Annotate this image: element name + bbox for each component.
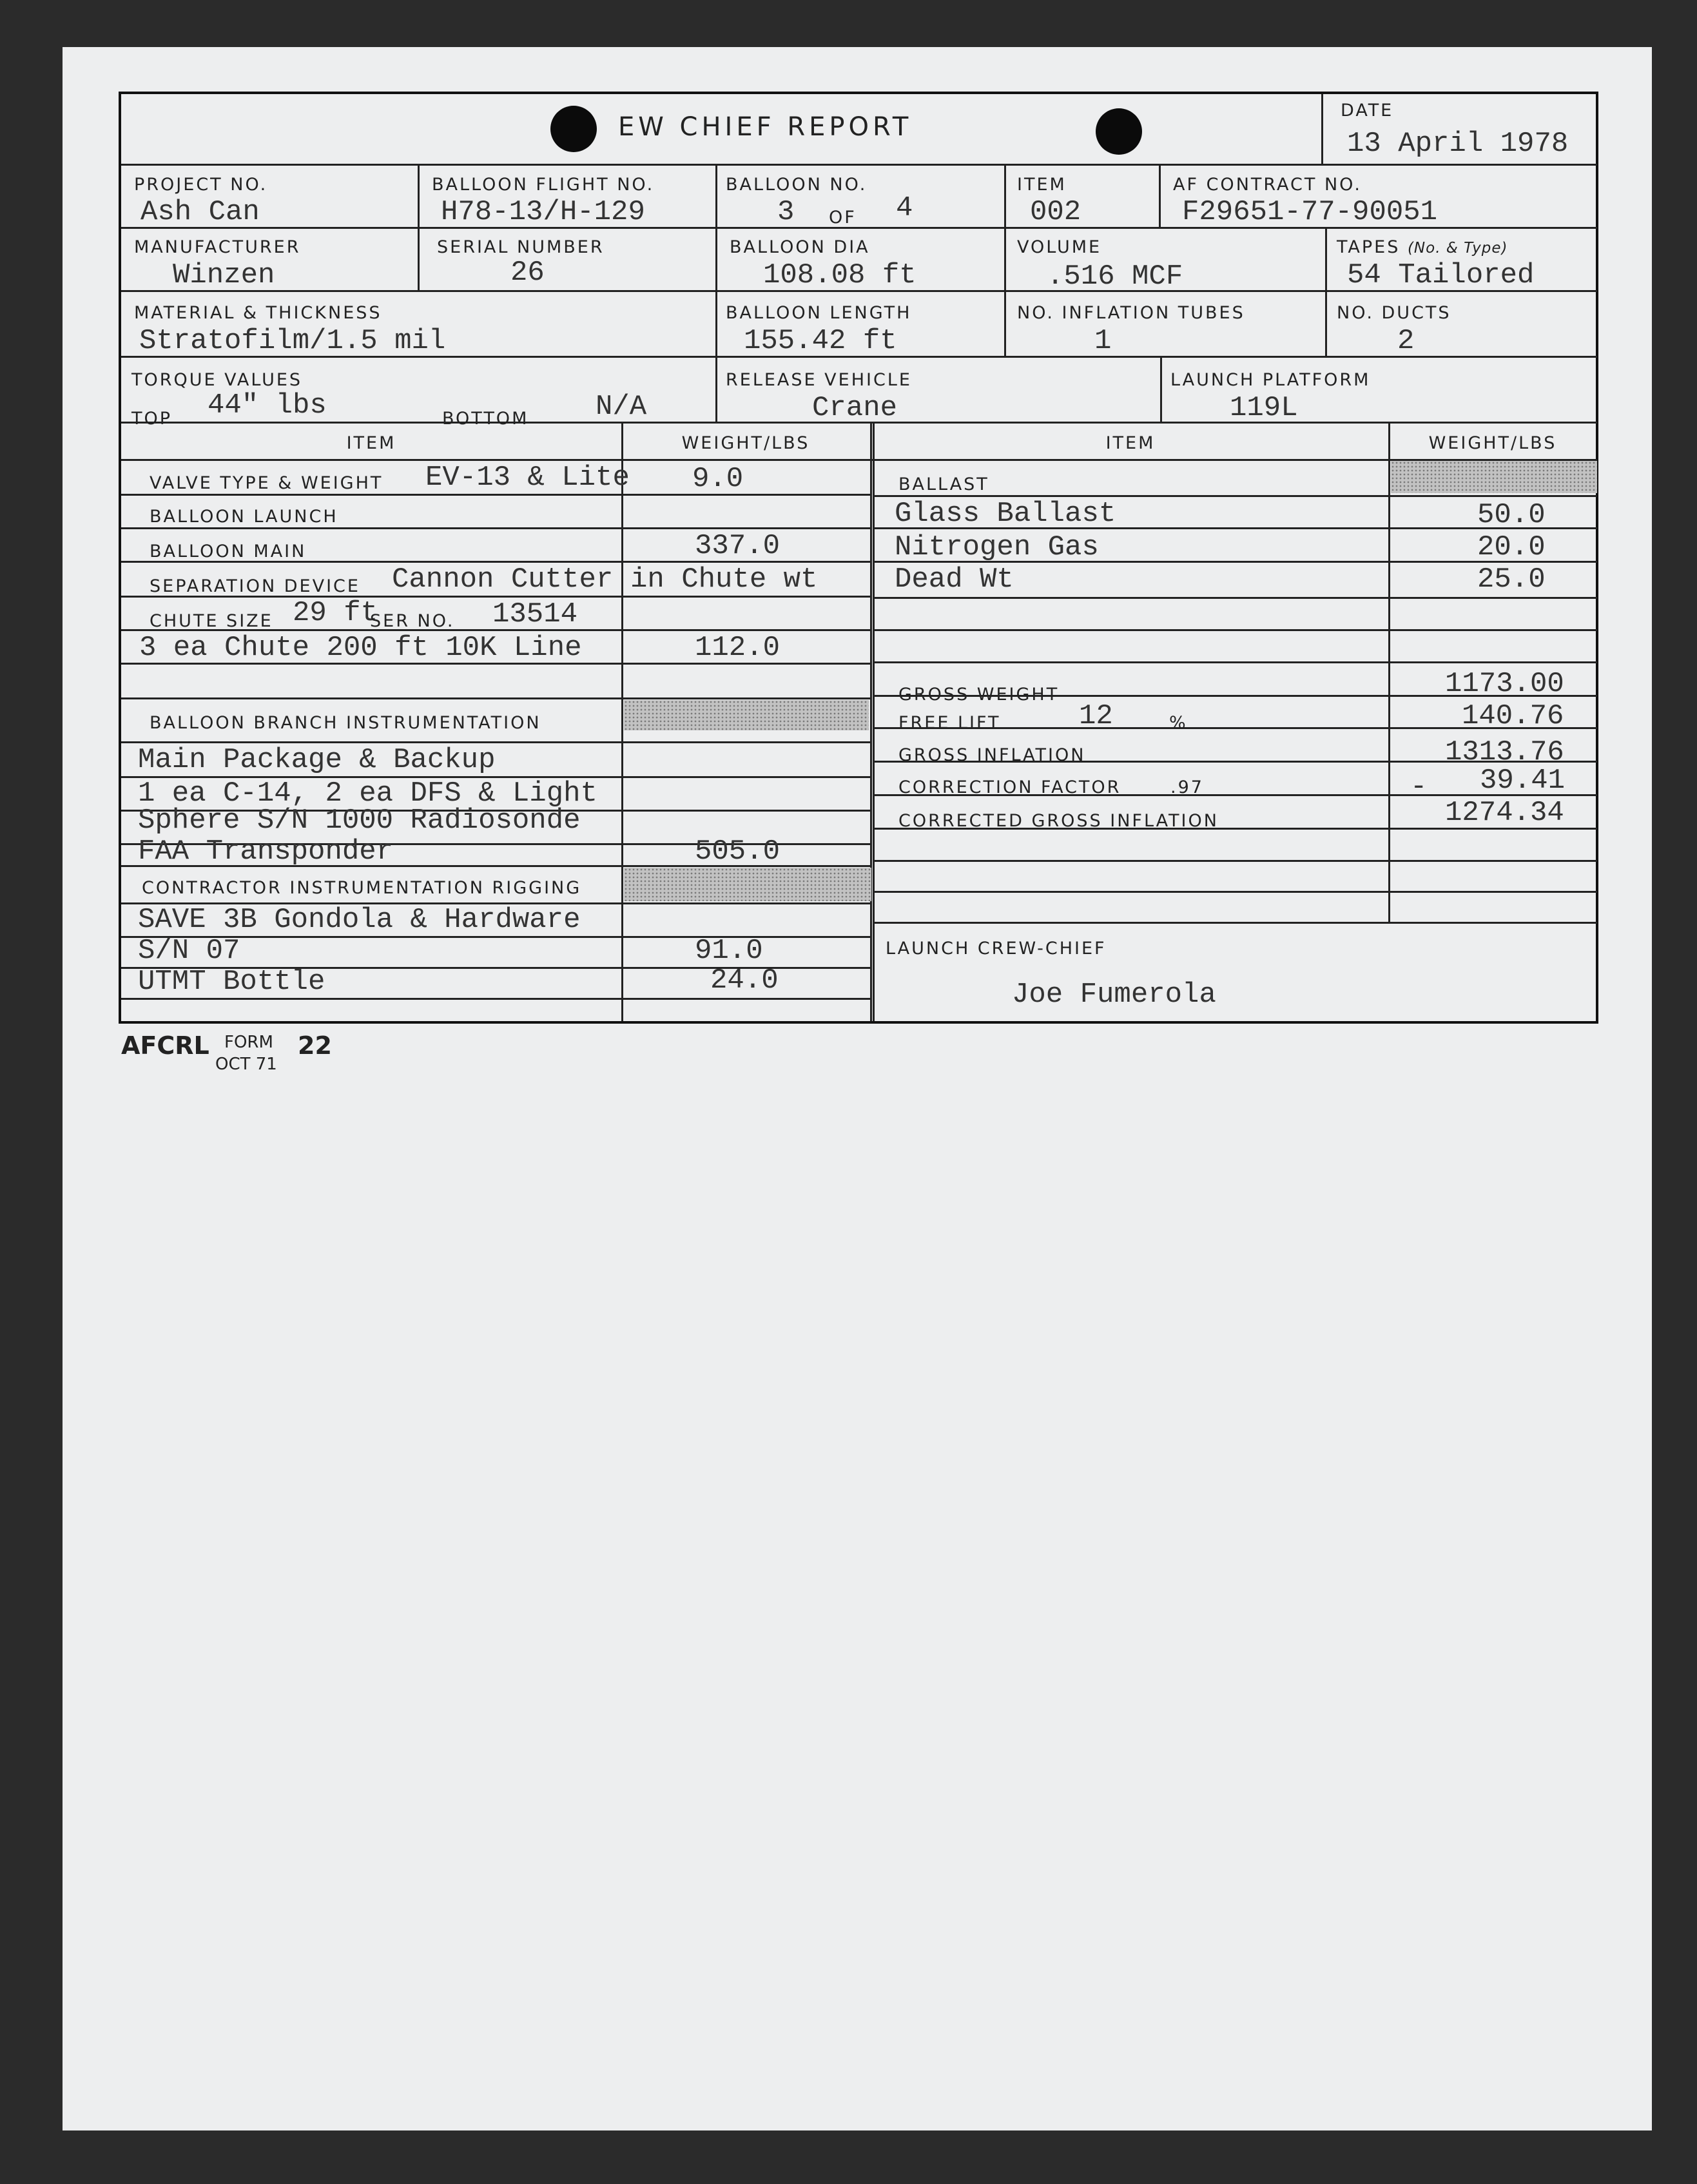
tapes-value: 54 Tailored [1347, 259, 1535, 291]
balloon-total-value: 4 [896, 192, 913, 224]
chute-weight: 112.0 [695, 632, 781, 664]
item-value: 002 [1030, 196, 1081, 228]
right-weight-header: WEIGHT/LBS [1428, 433, 1557, 453]
ballast-item-2: Nitrogen Gas [895, 531, 1099, 563]
ducts-value: 2 [1397, 325, 1415, 357]
flight-no-value: H78-13/H-129 [441, 196, 645, 228]
tubes-value: 1 [1094, 325, 1112, 357]
gross-inflation-label: GROSS INFLATION [898, 745, 1086, 765]
release-value: Crane [812, 392, 898, 424]
material-value: Stratofilm/1.5 mil [139, 325, 446, 357]
chute-line-value: 3 ea Chute 200 ft 10K Line [139, 632, 582, 664]
separation-label: SEPARATION DEVICE [150, 576, 360, 596]
free-lift-label: FREE LIFT [898, 713, 1001, 733]
shaded-cell [1391, 461, 1597, 493]
punch-hole-icon [550, 106, 597, 152]
serial-value: 26 [510, 257, 545, 289]
shaded-cell [624, 700, 869, 730]
branch-line-4: FAA Transponder [138, 835, 394, 868]
right-item-header: ITEM [1105, 433, 1156, 453]
balloon-main-label: BALLOON MAIN [150, 541, 307, 561]
punch-hole-icon [1096, 108, 1142, 155]
balloon-main-weight: 337.0 [695, 530, 781, 562]
chute-ser-value: 13514 [492, 598, 578, 630]
manufacturer-label: MANUFACTURER [134, 237, 301, 257]
contractor-weight-1: 91.0 [695, 935, 763, 967]
ballast-weight-2: 20.0 [1477, 531, 1546, 563]
gross-weight-value: 1173.00 [1445, 668, 1564, 700]
chute-ser-label: SER NO. [370, 611, 455, 631]
crew-chief-label: LAUNCH CREW-CHIEF [886, 939, 1107, 959]
correction-factor-value: .97 [1170, 777, 1204, 797]
gross-inflation-value: 1313.76 [1445, 736, 1564, 768]
serial-label: SERIAL NUMBER [437, 237, 605, 257]
contractor-weight-2: 24.0 [710, 964, 779, 997]
ballast-weight-3: 25.0 [1477, 563, 1546, 596]
branch-line-3: Sphere S/N 1000 Radiosonde [138, 804, 581, 837]
contractor-line-2: S/N 07 [138, 935, 240, 967]
item-label: ITEM [1017, 175, 1067, 195]
ducts-label: NO. DUCTS [1337, 303, 1451, 323]
branch-instrumentation-label: BALLOON BRANCH INSTRUMENTATION [150, 713, 541, 733]
contract-value: F29651-77-90051 [1182, 196, 1438, 228]
left-weight-header: WEIGHT/LBS [681, 433, 810, 453]
shaded-cell [624, 868, 871, 901]
balloon-launch-label: BALLOON LAUNCH [150, 507, 338, 527]
date-label: DATE [1341, 101, 1394, 121]
branch-weight: 505.0 [695, 835, 781, 868]
free-lift-value: 140.76 [1462, 700, 1564, 732]
form-date: OCT 71 [215, 1055, 277, 1074]
balloon-of-label: OF [829, 208, 857, 228]
torque-label: TORQUE VALUES [131, 370, 303, 390]
contractor-line-1: SAVE 3B Gondola & Hardware [138, 904, 581, 936]
platform-label: LAUNCH PLATFORM [1170, 370, 1371, 390]
corrected-gross-label: CORRECTED GROSS INFLATION [898, 811, 1219, 831]
torque-bottom-label: BOTTOM [442, 409, 529, 429]
correction-factor-label: CORRECTION FACTOR [898, 777, 1121, 797]
material-label: MATERIAL & THICKNESS [134, 303, 382, 323]
project-no-label: PROJECT NO. [134, 175, 268, 195]
separation-value: Cannon Cutter [392, 563, 614, 596]
torque-bottom-value: N/A [596, 391, 647, 423]
release-label: RELEASE VEHICLE [726, 370, 912, 390]
contractor-label: CONTRACTOR INSTRUMENTATION RIGGING [142, 878, 582, 898]
balloon-no-label: BALLOON NO. [726, 175, 868, 195]
report-title: EW CHIEF REPORT [618, 112, 913, 142]
torque-top-value: 44" lbs [208, 389, 327, 422]
agency-label: AFCRL [121, 1031, 209, 1060]
left-item-header: ITEM [346, 433, 396, 453]
contract-label: AF CONTRACT NO. [1173, 175, 1362, 195]
project-no-value: Ash Can [141, 196, 260, 228]
chute-size-value: 29 ft [293, 597, 378, 629]
tubes-label: NO. INFLATION TUBES [1017, 303, 1245, 323]
date-value: 13 April 1978 [1347, 128, 1569, 160]
corrected-gross-value: 1274.34 [1445, 797, 1564, 829]
balloon-no-value: 3 [777, 196, 795, 228]
free-lift-percent: 12 [1079, 700, 1113, 732]
dia-label: BALLOON DIA [730, 237, 870, 257]
gross-weight-label: GROSS WEIGHT [898, 685, 1060, 705]
torque-top-label: TOP [131, 409, 173, 429]
report-form [119, 92, 1598, 1024]
form-label: FORM [224, 1033, 273, 1052]
branch-line-1: Main Package & Backup [138, 744, 496, 776]
volume-label: VOLUME [1017, 237, 1102, 257]
correction-sign: - [1410, 771, 1428, 803]
length-label: BALLOON LENGTH [726, 303, 912, 323]
percent-sign: % [1169, 713, 1188, 733]
valve-label: VALVE TYPE & WEIGHT [150, 473, 383, 493]
ballast-weight-1: 50.0 [1477, 499, 1546, 531]
flight-no-label: BALLOON FLIGHT NO. [432, 175, 655, 195]
contractor-line-3: UTMT Bottle [138, 966, 325, 998]
crew-chief-value: Joe Fumerola [1012, 979, 1216, 1011]
length-value: 155.42 ft [744, 325, 897, 357]
branch-line-2: 1 ea C-14, 2 ea DFS & Light [138, 777, 597, 810]
tapes-label: TAPES (No. & Type) [1337, 237, 1508, 257]
separation-weight: in Chute wt [630, 563, 818, 596]
volume-value: .516 MCF [1047, 260, 1183, 293]
form-number: 22 [298, 1031, 332, 1060]
ballast-label: BALLAST [898, 474, 989, 494]
platform-value: 119L [1230, 392, 1298, 424]
manufacturer-value: Winzen [173, 259, 275, 291]
correction-value: 39.41 [1480, 765, 1566, 797]
dia-value: 108.08 ft [763, 259, 916, 291]
ballast-item-3: Dead Wt [895, 563, 1014, 596]
valve-weight: 9.0 [692, 463, 744, 495]
valve-value: EV-13 & Lite [425, 462, 630, 494]
ballast-item-1: Glass Ballast [895, 498, 1116, 530]
chute-size-label: CHUTE SIZE [150, 611, 273, 631]
